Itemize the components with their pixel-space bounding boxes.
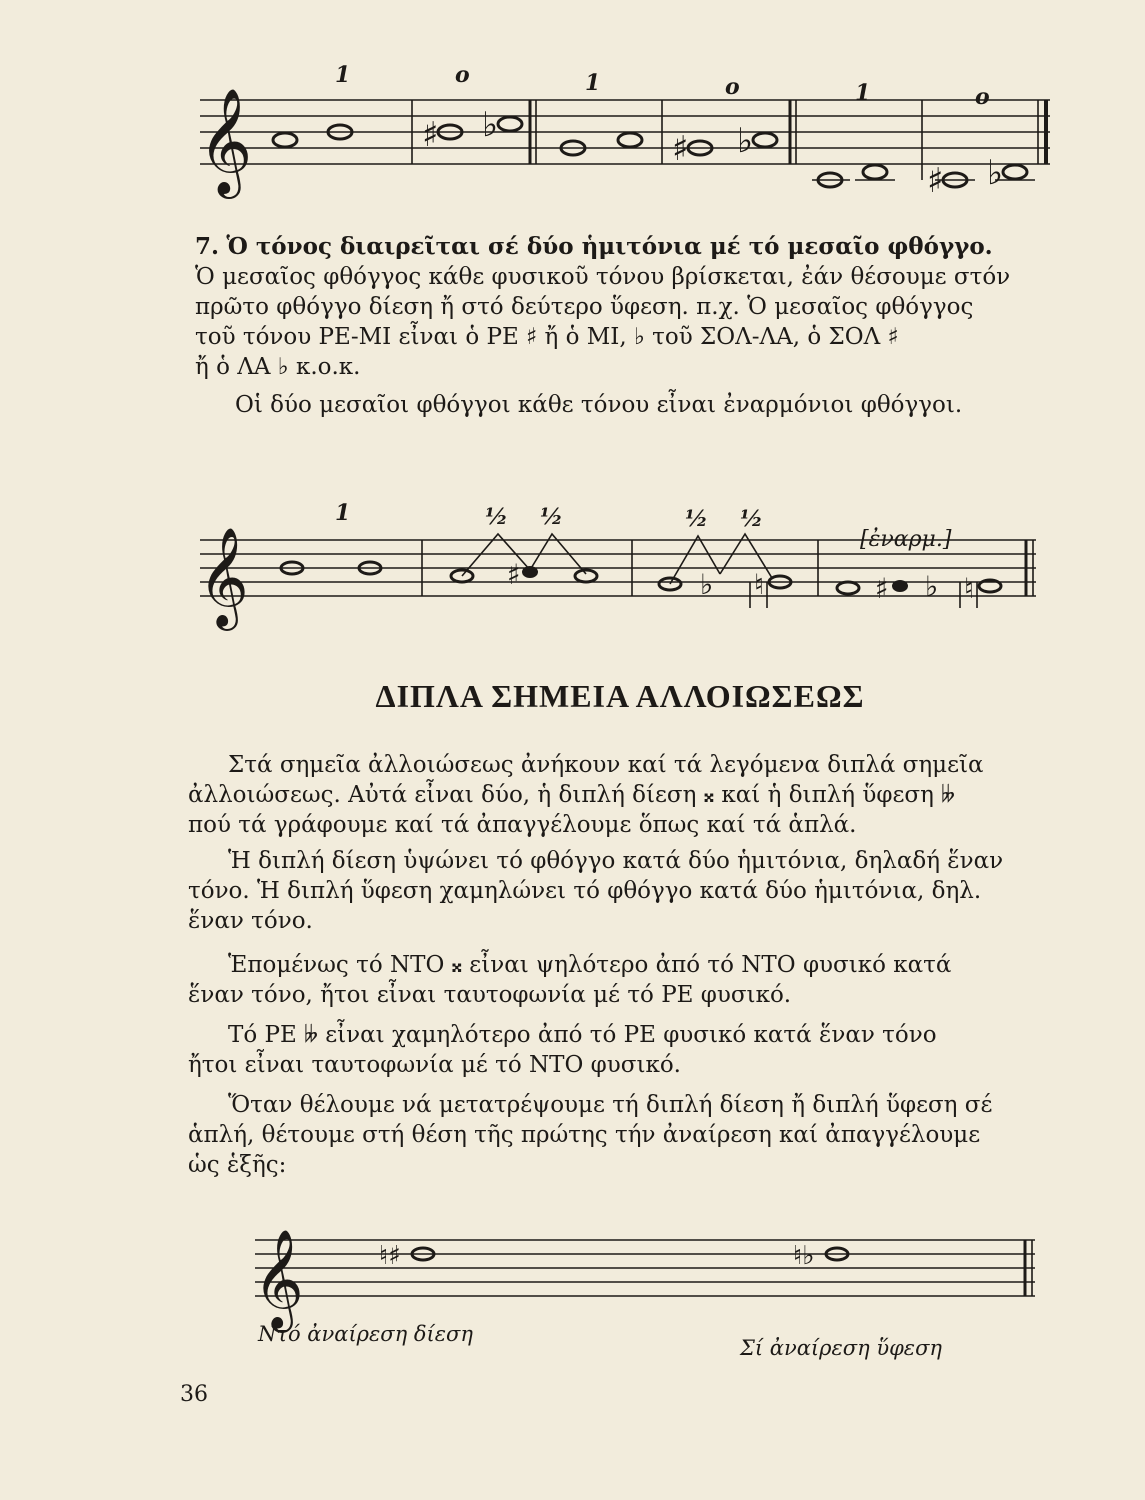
text-line: Οἱ δύο μεσαῖοι φθόγγοι κάθε τόνου εἶναι ἐναρμόνιοι φθόγγοι. [235,392,963,418]
interval-label: 1 [335,62,351,88]
section-lead: Ὁ τόνος διαιρεῖται σέ δύο ἡμιτόνια μέ τό μεσαῖο φθόγγο. [226,233,993,260]
text-line: ἀλλοιώσεως. Αὐτά εἶναι δύο, ἡ διπλή δίεση 𝄪 καί ἡ διπλή ὕφεση 𝄫 [188,782,955,808]
text-line: πρῶτο φθόγγο δίεση ἤ στό δεύτερο ὕφεση. π.χ. Ὁ μεσαῖος φθόγγος [195,294,974,320]
text-line: Ὅταν θέλουμε νά μετατρέψουμε τή διπλή δίεση ἤ διπλή ὕφεση σέ [228,1092,993,1118]
svg-text:♮♯: ♮♯ [379,1241,401,1271]
double-accidentals-text [188,750,1038,1180]
svg-text:♯: ♯ [422,115,439,155]
section-heading: ΔΙΠΛΑ ΣΗΜΕΙΑ ΑΛΛΟΙΩΣΕΩΣ [375,678,865,714]
text-line: τοῦ τόνου ΡΕ-ΜΙ εἶναι ὁ ΡΕ ♯ ἤ ὁ ΜΙ, ♭ τοῦ ΣΟΛ-ΛΑ, ὁ ΣΟΛ ♯ [195,324,899,350]
text-line: Ἑπομένως τό ΝΤΟ 𝄪 εἶναι ψηλότερο ἀπό τό ΝΤΟ φυσικό κατά [228,952,952,978]
svg-text:♭: ♭ [700,568,714,601]
text-line: ἁπλή, θέτουμε στή θέση τῆς πρώτης τήν ἀναίρεση καί ἀπαγγέλουμε [188,1122,981,1148]
interval-label: o [975,84,990,110]
svg-text:♯: ♯ [672,129,689,169]
svg-text:♮: ♮ [754,568,765,601]
interval-label: o [455,62,470,88]
text-line: τόνο. Ἡ διπλή ὕφεση χαμηλώνει τό φθόγγο κατά δύο ἡμιτόνια, δηλ. [188,878,982,904]
music-staff-double-cancel [253,1200,1045,1329]
treble-clef-icon: 𝄞 [198,87,253,194]
section-number: 7. [195,233,220,260]
text-line: Τό ΡΕ 𝄫 εἶναι χαμηλότερο ἀπό τό ΡΕ φυσικό κατά ἕναν τόνο [228,1022,937,1048]
section-7-text [195,232,1025,420]
interval-label: 1 [855,80,871,106]
interval-label: 1 [335,500,351,526]
svg-text:♭: ♭ [925,570,939,603]
interval-label: ½ [685,506,708,532]
text-line: ἕναν τόνο. [188,908,313,934]
svg-text:♯: ♯ [927,161,944,201]
svg-text:♮♭: ♮♭ [793,1241,815,1271]
text-line: πού τά γράφουμε καί τά ἀπαγγέλουμε ὅπως καί τά ἁπλά. [188,812,857,838]
text-line: ὡς ἑξῆς: [188,1152,287,1178]
svg-text:♭: ♭ [987,153,1004,193]
text-line: Ὁ μεσαῖος φθόγγος κάθε φυσικοῦ τόνου βρίσκεται, ἐάν θέσουμε στόν [195,264,1011,290]
page-number: 36 [180,1382,208,1407]
text-line: Στά σημεῖα ἀλλοιώσεως ἀνήκουν καί τά λεγόμενα διπλά σημεῖα [228,752,984,778]
interval-label: o [725,74,740,100]
caption-right: Σί ἀναίρεση ὕφεση [740,1336,942,1360]
text-line: ἤ ὁ ΛΑ ♭ κ.ο.κ. [195,354,361,380]
enharmonic-label: [ἐναρμ.] [860,527,952,552]
text-line: Ἡ διπλή δίεση ὑψώνει τό φθόγγο κατά δύο ἡμιτόνια, δηλαδή ἕναν [228,848,1004,874]
svg-text:♯: ♯ [875,572,889,605]
svg-text:♭: ♭ [482,105,499,145]
interval-label: ½ [740,506,763,532]
music-staff-enharmonic [200,498,1060,628]
svg-text:♮: ♮ [964,572,975,605]
treble-clef-icon: 𝄞 [198,527,249,627]
treble-clef-icon: 𝄞 [253,1229,304,1329]
text-line: ἕναν τόνο, ἤτοι εἶναι ταυτοφωνία μέ τό ΡΕ φυσικό. [188,982,792,1008]
svg-text:♯: ♯ [507,558,521,591]
interval-label: ½ [540,504,563,530]
svg-text:♭: ♭ [737,121,754,161]
interval-label: 1 [585,70,601,96]
music-staff-semitones [200,60,1060,210]
caption-left: Ντό ἀναίρεση δίεση [258,1322,473,1346]
interval-label: ½ [485,504,508,530]
text-line: ἤτοι εἶναι ταυτοφωνία μέ τό ΝΤΟ φυσικό. [188,1052,681,1078]
